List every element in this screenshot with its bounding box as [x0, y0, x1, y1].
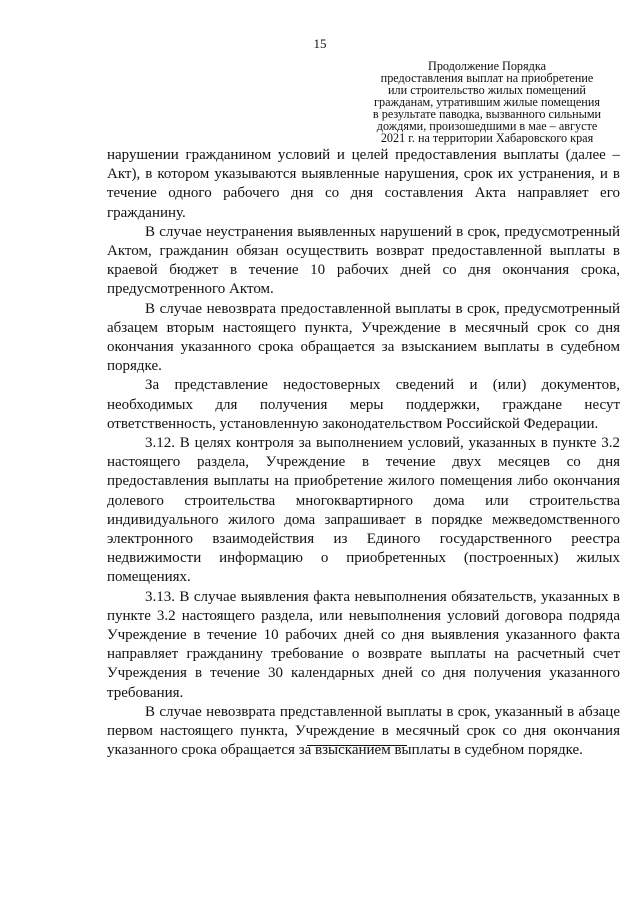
header-line: предоставления выплат на приобретение [380, 71, 594, 85]
paragraph: За представление недостоверных сведений и (или) документов, необходимых для получения меры поддержки, граждане несут ответственность, установленную законодательством Российской Федерации. [107, 377, 620, 432]
end-divider-line [307, 745, 407, 746]
header-line: дождями, произошедшими в мае – августе [376, 119, 598, 133]
paragraph: В случае неустранения выявленных нарушений в срок, предусмотренный Актом, гражданин обязан осуществить возврат предоставленной выплаты в краевой бюджет в течение 10 рабочих дней со дня окончания срока, предусмотренного Актом. [107, 223, 620, 298]
paragraph: В случае невозврата представленной выплаты в срок, указанный в абзаце первом настоящего пункта, Учреждение в месячный срок со дня окончания указанного срока обращается за взысканием выплаты в судебном порядке. [107, 703, 620, 759]
header-line: гражданам, утратившим жилые помещения [374, 95, 600, 109]
document-body [107, 146, 620, 761]
paragraph: В случае невозврата предоставленной выплаты в срок, предусмотренный абзацем вторым настоящего пункта, Учреждение в месячный срок со дня окончания указанного срока обращается за взысканием выплаты в судебном порядке. [107, 300, 620, 375]
document-header [360, 60, 614, 144]
page-number: 15 [313, 36, 327, 51]
header-line: Продолжение Порядка [428, 59, 546, 73]
paragraph-3-13: 3.13. В случае выявления факта невыполнения обязательств, указанных в пункте 3.2 настоящего раздела, или невыполнения условий договора подряда Учреждение в течение 10 рабочих дней со дня выявления указанного факта направляет гражданину требование о возврате выплаты на расчетный счет Учреждения в течение 30 календарных дней со дня получения указанного требования. [107, 588, 620, 701]
paragraph-3-12: 3.12. В целях контроля за выполнением условий, указанных в пункте 3.2 настоящего раздела, Учреждение в течение двух месяцев со дня предоставления выплаты на приобретение жилого помещения либо окончания долевого строительства многоквартирного дома или строительства индивидуального жилого дома запрашивает в порядке межведомственного электронного взаимодействия из Единого государственного реестра недвижимости информацию о приобретенных (построенных) жилых помещениях. [107, 435, 620, 586]
header-line: или строительство жилых помещений [388, 83, 586, 97]
header-line: в результате паводка, вызванного сильными [372, 107, 602, 121]
paragraph-continuation: нарушении гражданином условий и целей предоставления выплаты (далее – Акт), в котором указываются выявленные нарушения, срок их устранения, и в течение одного рабочего дня со дня составления Акта направляет его гражданину. [107, 147, 620, 221]
header-line: 2021 г. на территории Хабаровского края [380, 131, 594, 145]
